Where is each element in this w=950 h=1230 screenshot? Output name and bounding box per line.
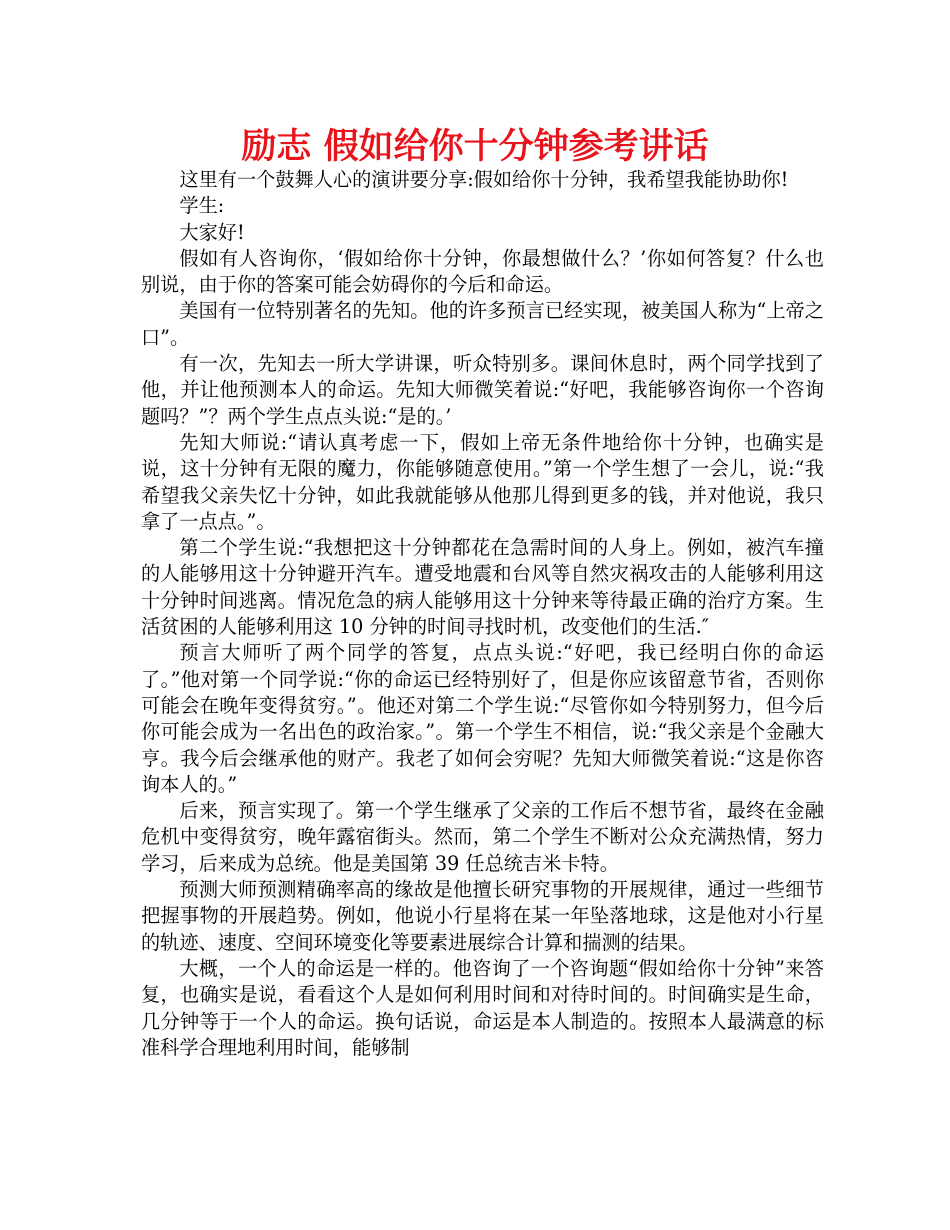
paragraph-greeting: 大家好! xyxy=(179,220,245,244)
document-title: 励志 假如给你十分钟参考讲话 xyxy=(241,127,709,167)
paragraph: 大概，一个人的命运是一样的。他咨询了一个咨询题“假如给你十分钟”来答复，也确实是说，看看这个人是如何利用时间和对待时间的。时间确实是生命，几分钟等于一个人的命运。换句话说，命运是本人制造的。按照本人最满意的标准科学合理地利用时间，能够制 xyxy=(141,956,824,1059)
paragraph-salutation-students: 学生: xyxy=(179,194,225,218)
paragraph: 预言大师听了两个同学的答复，点点头说:“好吧，我已经明白你的命运了。”他对第一个同学说:“你的命运已经特别好了，但是你应该留意节省，否则你可能会在晚年变得贫穷。”。他还对第二个学生说:“尽管你如今特别努力，但今后你可能会成为一名出色的政治家。”。第一个学生不相信，说:“我父亲是个金融大亨。我今后会继承他的财产。我老了如何会穷呢？先知大师微笑着说:“这是你咨询本人的。” xyxy=(141,641,824,796)
paragraph: 美国有一位特别著名的先知。他的许多预言已经实现，被美国人称为“上帝之口”。 xyxy=(141,299,824,349)
paragraph: 先知大师说:“请认真考虑一下，假如上帝无条件地给你十分钟，也确实是说，这十分钟有无限的魔力，你能够随意使用。”第一个学生想了一会儿，说:“我希望我父亲失忆十分钟，如此我就能够从他那儿得到更多的钱，并对他说，我只拿了一点点。”。 xyxy=(141,430,824,533)
paragraph: 预测大师预测精确率高的缘故是他擅长研究事物的开展规律，通过一些细节把握事物的开展趋势。例如，他说小行星将在某一年坠落地球，这是他对小行星的轨迹、速度、空间环境变化等要素进展综合计算和揣测的结果。 xyxy=(141,878,824,954)
paragraph-intro: 这里有一个鼓舞人心的演讲要分享:假如给你十分钟，我希望我能协助你! xyxy=(179,168,789,191)
paragraph: 第二个学生说:“我想把这十分钟都花在急需时间的人身上。例如，被汽车撞的人能够用这十分钟避开汽车。遭受地震和台风等自然灾祸攻击的人能够利用这十分钟时间逃离。情况危急的病人能够用这十分钟来等待最正确的治疗方案。生活贫困的人能够利用这 10 分钟的时间寻找时机，改变他们的生活.″ xyxy=(141,536,824,639)
paragraph: 有一次，先知去一所大学讲课，听众特别多。课间休息时，两个同学找到了他，并让他预测本人的命运。先知大师微笑着说:“好吧，我能够咨询你一个咨询题吗？”？两个学生点点头说:“是的。’ xyxy=(141,352,824,428)
paragraph: 后来，预言实现了。第一个学生继承了父亲的工作后不想节省，最终在金融危机中变得贫穷，晚年露宿街头。然而，第二个学生不断对公众充满热情，努力学习，后来成为总统。他是美国第 39 任总统吉米卡特。 xyxy=(141,799,824,875)
document-body xyxy=(141,167,824,1061)
paragraph: 假如有人咨询你，‘假如给你十分钟，你最想做什么？’你如何答复？什么也别说，由于你的答案可能会妨碍你的今后和命运。 xyxy=(141,246,824,297)
